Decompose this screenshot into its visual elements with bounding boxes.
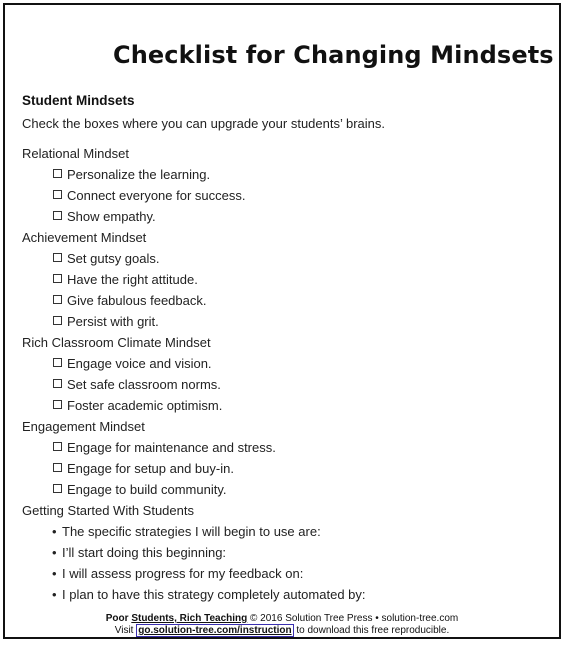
checklist-item[interactable] bbox=[22, 290, 542, 311]
checklist-item[interactable] bbox=[22, 311, 542, 332]
bullet-icon: • bbox=[52, 587, 57, 602]
section-relational bbox=[22, 143, 542, 227]
checkbox[interactable] bbox=[53, 169, 62, 178]
list-item bbox=[22, 584, 542, 605]
checkbox[interactable] bbox=[53, 253, 62, 262]
checklist-item[interactable] bbox=[22, 206, 542, 227]
checkbox[interactable] bbox=[53, 295, 62, 304]
checklist-item[interactable] bbox=[22, 458, 542, 479]
checklist-item-label: Set safe classroom norms. bbox=[67, 377, 221, 392]
list-item bbox=[22, 521, 542, 542]
checkbox[interactable] bbox=[53, 274, 62, 283]
footer-line-2 bbox=[5, 625, 559, 637]
section-subtitle: Student Mindsets bbox=[22, 93, 135, 108]
footer-tail: to download this free reproducible. bbox=[296, 625, 450, 636]
checklist-item-label: Connect everyone for success. bbox=[67, 188, 246, 203]
checklist-item-label: Engage for setup and buy-in. bbox=[67, 461, 234, 476]
footer-lead: Poor bbox=[105, 613, 129, 624]
section-rich-classroom-climate bbox=[22, 332, 542, 416]
checklist-item-label: Engage voice and vision. bbox=[67, 356, 212, 371]
checklist-item-label: Set gutsy goals. bbox=[67, 251, 160, 266]
checklist-item[interactable] bbox=[22, 395, 542, 416]
section-heading: Getting Started With Students bbox=[22, 503, 194, 518]
list-item bbox=[22, 542, 542, 563]
checkbox[interactable] bbox=[53, 379, 62, 388]
checkbox[interactable] bbox=[53, 211, 62, 220]
checkbox[interactable] bbox=[53, 358, 62, 367]
checklist-item[interactable] bbox=[22, 353, 542, 374]
checklist-item[interactable] bbox=[22, 269, 542, 290]
list-item-label: I’ll start doing this beginning: bbox=[62, 545, 227, 560]
checklist-item-label: Have the right attitude. bbox=[67, 272, 198, 287]
section-heading: Achievement Mindset bbox=[22, 230, 147, 245]
checkbox[interactable] bbox=[53, 442, 62, 451]
checklist-item[interactable] bbox=[22, 479, 542, 500]
checkbox[interactable] bbox=[53, 463, 62, 472]
bullet-icon: • bbox=[52, 545, 57, 560]
document-page bbox=[3, 3, 561, 639]
checklist-item[interactable] bbox=[22, 248, 542, 269]
section-engagement bbox=[22, 416, 542, 500]
checklist-item-label: Engage for maintenance and stress. bbox=[67, 440, 276, 455]
footer-copyright: © 2016 Solution Tree Press • solution-tree.com bbox=[250, 613, 459, 624]
checklist-item[interactable] bbox=[22, 437, 542, 458]
list-item-label: I will assess progress for my feedback on: bbox=[62, 566, 304, 581]
reproducible-url-link[interactable]: go.solution-tree.com/instruction bbox=[138, 625, 292, 636]
list-item bbox=[22, 563, 542, 584]
checklist-item-label: Persist with grit. bbox=[67, 314, 159, 329]
checklist-item-label: Give fabulous feedback. bbox=[67, 293, 207, 308]
page-footer bbox=[5, 613, 559, 637]
section-getting-started bbox=[22, 500, 542, 605]
checklist-item[interactable] bbox=[22, 164, 542, 185]
list-item-label: I plan to have this strategy completely automated by: bbox=[62, 587, 366, 602]
checklist-sections bbox=[22, 143, 542, 605]
checklist-item[interactable] bbox=[22, 185, 542, 206]
page-title: Checklist for Changing Mindsets bbox=[113, 41, 554, 69]
checklist-item-label: Foster academic optimism. bbox=[67, 398, 223, 413]
list-item-label: The specific strategies I will begin to use are: bbox=[62, 524, 321, 539]
checklist-item-label: Engage to build community. bbox=[67, 482, 227, 497]
checklist-item-label: Show empathy. bbox=[67, 209, 156, 224]
section-heading: Engagement Mindset bbox=[22, 419, 145, 434]
instructions-text: Check the boxes where you can upgrade your students’ brains. bbox=[22, 116, 386, 131]
checklist-item[interactable] bbox=[22, 374, 542, 395]
checkbox[interactable] bbox=[53, 484, 62, 493]
footer-visit: Visit bbox=[114, 625, 134, 636]
checkbox[interactable] bbox=[53, 316, 62, 325]
section-heading: Rich Classroom Climate Mindset bbox=[22, 335, 211, 350]
section-heading: Relational Mindset bbox=[22, 146, 129, 161]
section-achievement bbox=[22, 227, 542, 332]
checklist-item-label: Personalize the learning. bbox=[67, 167, 211, 182]
checkbox[interactable] bbox=[53, 190, 62, 199]
checkbox[interactable] bbox=[53, 400, 62, 409]
bullet-icon: • bbox=[52, 566, 57, 581]
book-title-link[interactable]: Students, Rich Teaching bbox=[131, 613, 248, 624]
bullet-icon: • bbox=[52, 524, 57, 539]
